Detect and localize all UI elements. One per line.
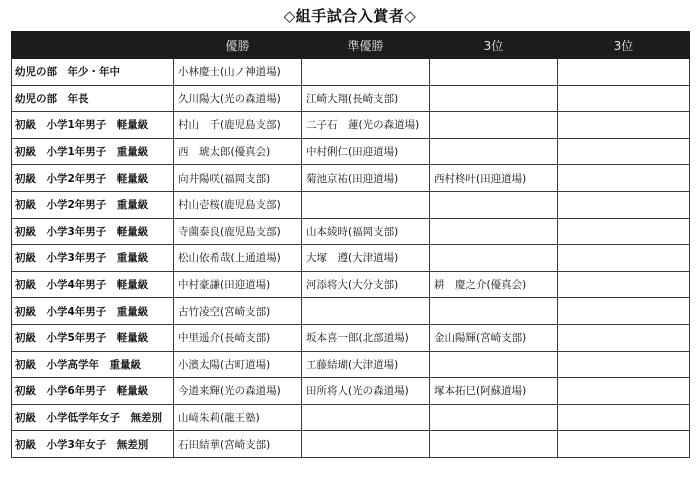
winner-cell: 古竹凌空(宮崎支部) [174, 298, 302, 325]
winner-cell: 中里遥介(長崎支部) [174, 324, 302, 351]
table-row [12, 404, 690, 431]
header-third-a: 3位 [430, 32, 558, 59]
runner-up-cell: 大塚 遵(大津道場) [302, 245, 430, 272]
category-cell: 初級 小学4年男子 軽量級 [12, 271, 174, 298]
third-place-cell [558, 85, 690, 112]
table-row [12, 85, 690, 112]
runner-up-cell: 坂本喜一郎(北部道場) [302, 324, 430, 351]
third-place-cell [430, 298, 558, 325]
table-row [12, 431, 690, 458]
winner-cell: 寺薗泰良(鹿児島支部) [174, 218, 302, 245]
table-row [12, 324, 690, 351]
table-row [12, 351, 690, 378]
header-row [12, 32, 690, 59]
runner-up-cell: 山本綾時(福岡支部) [302, 218, 430, 245]
third-place-cell [430, 112, 558, 139]
winner-cell: 今道来輝(光の森道場) [174, 378, 302, 405]
header-runner-up: 準優勝 [302, 32, 430, 59]
winner-cell: 村山 千(鹿児島支部) [174, 112, 302, 139]
third-place-cell [430, 404, 558, 431]
runner-up-cell: 河添将大(大分支部) [302, 271, 430, 298]
category-cell: 初級 小学高学年 重量級 [12, 351, 174, 378]
category-cell: 初級 小学1年男子 重量級 [12, 138, 174, 165]
third-place-cell [558, 378, 690, 405]
page-title: ◇組手試合入賞者◇ [283, 7, 417, 25]
winner-cell: 小林慶士(山ノ神道場) [174, 59, 302, 86]
table-row [12, 59, 690, 86]
table-row [12, 191, 690, 218]
third-place-cell [558, 165, 690, 192]
winner-cell: 村山壱桜(鹿児島支部) [174, 191, 302, 218]
runner-up-cell: 中村俐仁(田迎道場) [302, 138, 430, 165]
header-category [12, 32, 174, 59]
table-row [12, 245, 690, 272]
third-place-cell [558, 218, 690, 245]
category-cell: 幼児の部 年少・年中 [12, 59, 174, 86]
winner-cell: 久川陽大(光の森道場) [174, 85, 302, 112]
winner-cell: 向井陽咲(福岡支部) [174, 165, 302, 192]
results-body [12, 59, 690, 458]
third-place-cell [558, 324, 690, 351]
category-cell: 初級 小学3年男子 軽量級 [12, 218, 174, 245]
third-place-cell: 金山陽輝(宮崎支部) [430, 324, 558, 351]
category-cell: 初級 小学2年男子 重量級 [12, 191, 174, 218]
winner-cell: 石田結華(宮崎支部) [174, 431, 302, 458]
third-place-cell [558, 431, 690, 458]
category-cell: 初級 小学3年女子 無差別 [12, 431, 174, 458]
header-winner: 優勝 [174, 32, 302, 59]
third-place-cell: 耕 慶之介(優真会) [430, 271, 558, 298]
winner-cell: 山﨑朱莉(龍王塾) [174, 404, 302, 431]
third-place-cell: 塚本拓巳(阿蘇道場) [430, 378, 558, 405]
table-row [12, 271, 690, 298]
runner-up-cell [302, 431, 430, 458]
third-place-cell [430, 245, 558, 272]
category-cell: 幼児の部 年長 [12, 85, 174, 112]
category-cell: 初級 小学5年男子 軽量級 [12, 324, 174, 351]
category-cell: 初級 小学3年男子 重量級 [12, 245, 174, 272]
table-row [12, 218, 690, 245]
third-place-cell: 西村柊叶(田迎道場) [430, 165, 558, 192]
third-place-cell [430, 138, 558, 165]
runner-up-cell: 江崎大翔(長崎支部) [302, 85, 430, 112]
winner-cell: 中村豪謙(田迎道場) [174, 271, 302, 298]
third-place-cell [430, 218, 558, 245]
runner-up-cell [302, 191, 430, 218]
third-place-cell [430, 59, 558, 86]
third-place-cell [558, 59, 690, 86]
third-place-cell [430, 351, 558, 378]
runner-up-cell: 工藤結瑚(大津道場) [302, 351, 430, 378]
third-place-cell [558, 191, 690, 218]
runner-up-cell: 二子石 蓮(光の森道場) [302, 112, 430, 139]
results-table [11, 31, 690, 458]
third-place-cell [558, 298, 690, 325]
third-place-cell [558, 138, 690, 165]
category-cell: 初級 小学6年男子 軽量級 [12, 378, 174, 405]
third-place-cell [430, 85, 558, 112]
table-row [12, 298, 690, 325]
winner-cell: 松山依希哉(上通道場) [174, 245, 302, 272]
table-row [12, 138, 690, 165]
category-cell: 初級 小学2年男子 軽量級 [12, 165, 174, 192]
table-row [12, 378, 690, 405]
third-place-cell [558, 245, 690, 272]
runner-up-cell [302, 298, 430, 325]
third-place-cell [558, 351, 690, 378]
third-place-cell [558, 271, 690, 298]
third-place-cell [558, 404, 690, 431]
table-row [12, 165, 690, 192]
table-row [12, 112, 690, 139]
third-place-cell [430, 431, 558, 458]
runner-up-cell [302, 404, 430, 431]
runner-up-cell: 田所将人(光の森道場) [302, 378, 430, 405]
category-cell: 初級 小学1年男子 軽量級 [12, 112, 174, 139]
third-place-cell [430, 191, 558, 218]
category-cell: 初級 小学低学年女子 無差別 [12, 404, 174, 431]
category-cell: 初級 小学4年男子 重量級 [12, 298, 174, 325]
third-place-cell [558, 112, 690, 139]
winner-cell: 小濱太陽(古町道場) [174, 351, 302, 378]
runner-up-cell [302, 59, 430, 86]
winner-cell: 西 琥太郎(優真会) [174, 138, 302, 165]
header-third-b: 3位 [558, 32, 690, 59]
runner-up-cell: 菊池京祐(田迎道場) [302, 165, 430, 192]
